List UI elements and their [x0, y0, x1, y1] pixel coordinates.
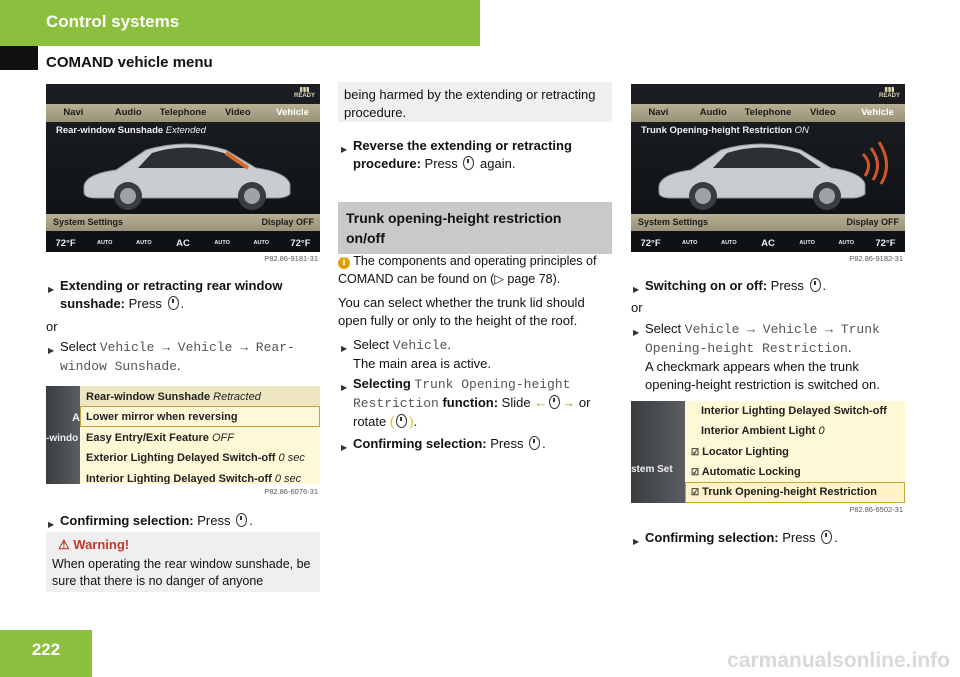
system-settings-label: System Settings — [53, 217, 124, 227]
page-subtitle: COMAND vehicle menu — [46, 54, 213, 71]
tab-vehicle: Vehicle — [861, 107, 894, 118]
figure-caption: P82.86-9182-31 — [849, 254, 903, 263]
tab-vehicle: Vehicle — [276, 107, 309, 118]
warning-title: ⚠ Warning! — [58, 537, 130, 552]
tab-audio: Audio — [699, 107, 727, 118]
menu-row: ☑ Trunk Opening-height Restriction — [691, 486, 877, 498]
tab-video: Video — [809, 107, 836, 118]
checkbox-icon: ☑ — [691, 467, 700, 477]
tab-navi: Navi — [63, 107, 84, 118]
car-illustration — [76, 136, 296, 212]
section-heading: Trunk opening-height restriction on/off — [338, 202, 612, 254]
step-select-path: ▶ Select Vehicle → Vehicle → Rear-window Sunshade. — [60, 338, 318, 376]
step-confirm: ▶ Confirming selection: Press . — [60, 512, 318, 530]
controller-press-icon — [529, 436, 540, 450]
menu-figure-trunk — [631, 401, 905, 503]
checkbox-icon: ☑ — [691, 447, 700, 457]
car-illustration — [651, 136, 891, 212]
step-confirm: ▶ Confirming selection: Press . — [645, 529, 905, 547]
menu-row: Interior Lighting Delayed Switch-off — [701, 405, 887, 417]
menu-row: Rear-window Sunshade Retracted — [86, 391, 261, 403]
step-select-vehicle: ▶ Select Vehicle. The main area is active. — [353, 336, 611, 373]
menu-figure-sunshade — [46, 386, 320, 484]
controller-press-icon — [463, 156, 474, 170]
step-select-path: ▶ Select Vehicle → Vehicle → Trunk Opening-height Restriction. A checkmark appears when the trunk opening-height restriction is switched on. — [645, 320, 907, 394]
screen-title: Trunk Opening-height Restriction ON — [641, 125, 809, 136]
screen-tabbar — [46, 104, 320, 122]
warning-continuation: being harmed by the extending or retracting procedure. — [338, 82, 612, 122]
tab-navi: Navi — [648, 107, 669, 118]
controller-icon — [549, 395, 560, 409]
ready-indicator: ▮▮▮ READY — [878, 87, 900, 99]
ready-indicator: ▮▮▮ READY — [293, 87, 315, 99]
menu-row: Exterior Lighting Delayed Switch-off 0 sec — [86, 452, 305, 464]
tab-video: Video — [224, 107, 251, 118]
controller-press-icon — [168, 296, 179, 310]
controller-press-icon — [821, 530, 832, 544]
step-selecting-function: ▶ Selecting Trunk Opening-height Restriction function: Slide ← → or rotate ( ). — [353, 375, 611, 431]
screen-bottom-bar — [631, 214, 905, 231]
header-tab-marker — [0, 46, 38, 70]
system-settings-label: System Settings — [638, 217, 709, 227]
figure-caption: P82.86-9181-31 — [264, 254, 318, 263]
warning-box — [46, 532, 320, 592]
warning-text: When operating the rear window sunshade, be sure that there is no danger of anyone — [52, 557, 311, 588]
screen-tabbar — [631, 104, 905, 122]
controller-icon — [396, 414, 407, 428]
tab-telephone: Telephone — [159, 107, 207, 118]
body-paragraph: You can select whether the trunk lid should open fully or only to the height of the roof. — [338, 295, 585, 328]
menu-side-panel: A -windo — [46, 386, 80, 484]
screen-figure-sunshade — [46, 84, 320, 252]
tab-telephone: Telephone — [744, 107, 792, 118]
slide-controller-icon: ← — [534, 395, 548, 410]
climate-bar: 72°F AUTO AUTO AC AUTO AUTO 72°F — [55, 237, 311, 249]
menu-row: ☑ Locator Lighting — [691, 446, 789, 458]
page-number: 222 — [31, 640, 61, 659]
menu-row: ☑ Automatic Locking — [691, 466, 801, 478]
climate-bar: 72°F AUTO AUTO AC AUTO AUTO 72°F — [640, 237, 896, 249]
menu-row: Lower mirror when reversing — [86, 411, 238, 423]
rotate-controller-icon: ( — [389, 414, 395, 429]
step-confirm: ▶ Confirming selection: Press . — [353, 435, 611, 453]
step-switch-on-off: ▶ Switching on or off: Press . — [645, 277, 905, 295]
step-extend-retract: ▶ Extending or retracting rear window sunshade: Press . — [60, 277, 318, 313]
warning-triangle-icon: ⚠ — [58, 537, 70, 552]
display-off-label: Display OFF — [261, 217, 314, 227]
figure-caption: P82.86-6076-31 — [220, 487, 318, 496]
menu-row: Easy Entry/Exit Feature OFF — [86, 432, 234, 444]
slide-right-icon: → — [562, 395, 576, 410]
info-icon: i — [338, 257, 350, 269]
step-reverse: ▶ Reverse the extending or retracting procedure: Press again. — [353, 137, 611, 173]
checkbox-icon: ☑ — [691, 487, 700, 497]
figure-caption: P82.86-6502-31 — [849, 505, 903, 514]
screen-figure-trunk — [631, 84, 905, 252]
menu-row: Interior Lighting Delayed Switch-off 0 sec — [86, 473, 302, 484]
info-note: i The components and operating principles of COMAND can be found on (▷ page 78). — [338, 254, 597, 286]
display-off-label: Display OFF — [846, 217, 899, 227]
controller-press-icon — [236, 513, 247, 527]
menu-side-panel: stem Set — [631, 401, 685, 503]
tab-audio: Audio — [114, 107, 142, 118]
section-title: Control systems — [46, 12, 180, 31]
screen-bottom-bar — [46, 214, 320, 231]
screen-title: Rear-window Sunshade Extended — [56, 125, 206, 136]
or-text: or — [46, 319, 58, 334]
controller-press-icon — [810, 278, 821, 292]
watermark: carmanualsonline.info — [727, 649, 950, 672]
or-text: or — [631, 300, 643, 315]
menu-row: Interior Ambient Light 0 — [701, 425, 825, 437]
